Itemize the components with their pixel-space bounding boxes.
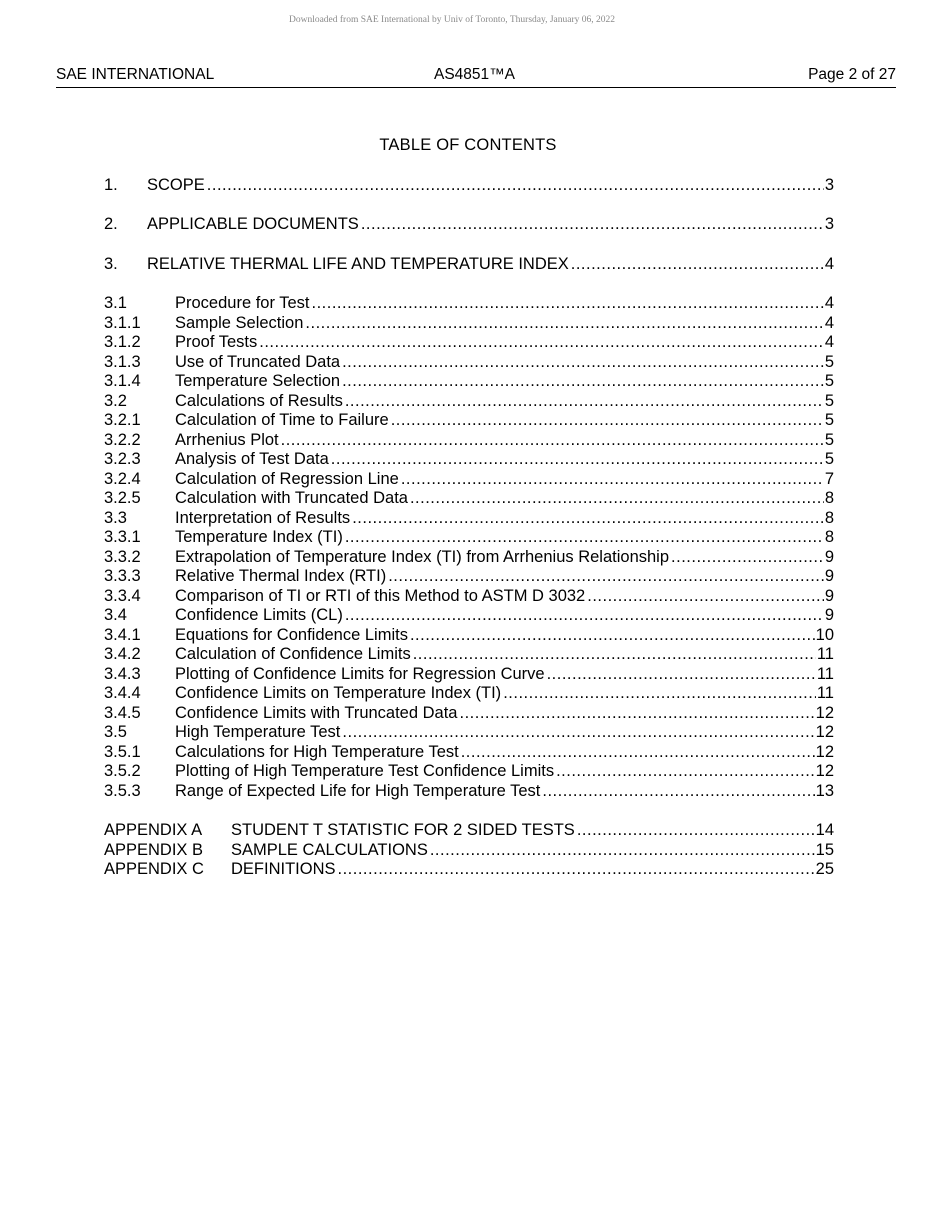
toc-entry-3-1-1[interactable] [104, 313, 834, 333]
toc-entry-page: 5 [824, 391, 834, 410]
toc-entry-3-1-3[interactable] [104, 352, 834, 372]
toc-entry-number: 3.2.1 [104, 411, 141, 429]
toc-entry-page: 3 [824, 215, 834, 233]
toc-entry-3-2-1[interactable] [104, 410, 834, 430]
toc-entry-3-5-1[interactable] [104, 742, 834, 762]
toc-entry-title: APPLICABLE DOCUMENTS [147, 215, 359, 233]
toc-entry-page: 12 [815, 742, 834, 761]
toc-dot-leader [345, 527, 824, 547]
toc-entry-3-2-5[interactable] [104, 488, 834, 508]
toc-dot-leader [388, 566, 824, 586]
toc-entry-page: 9 [824, 547, 834, 566]
toc-entry-page: 13 [815, 781, 834, 800]
toc-entry-title: Analysis of Test Data [175, 450, 329, 468]
toc-entry-page: 5 [824, 411, 834, 429]
toc-entry-page: 12 [815, 723, 834, 741]
toc-entry-number: 3.2.5 [104, 489, 141, 507]
toc-entry-number: 3. [104, 255, 118, 273]
toc-dot-leader [571, 254, 824, 274]
toc-entry-page: 4 [824, 294, 834, 312]
toc-entry-3-4-1[interactable] [104, 625, 834, 645]
toc-entry-number: 3.4 [104, 606, 127, 624]
toc-dot-leader [259, 332, 824, 352]
toc-dot-leader [671, 547, 824, 567]
toc-entry-title: Arrhenius Plot [175, 430, 279, 449]
toc-entry-title: Temperature Selection [175, 372, 341, 390]
toc-entry-number: 3.1 [104, 294, 127, 312]
toc-dot-leader [338, 859, 815, 879]
toc-entry-page: 9 [824, 606, 834, 624]
toc-entry-page: 5 [824, 450, 834, 468]
toc-entry-page: 8 [824, 508, 834, 527]
toc-entry-number: 3.5.3 [104, 781, 141, 800]
toc-entry-number: 3.3.3 [104, 567, 141, 585]
header-document-number: AS4851™A [434, 66, 515, 83]
toc-entry-appendix-a[interactable] [104, 820, 834, 840]
toc-entry-title: DEFINITIONS [231, 860, 336, 878]
toc-dot-leader [461, 742, 815, 762]
toc-dot-leader [345, 605, 824, 625]
toc-dot-leader [361, 214, 824, 234]
toc-entry-number: APPENDIX B [104, 840, 204, 859]
toc-entry-3-3-2[interactable] [104, 547, 834, 567]
toc-entry-3-3-1[interactable] [104, 527, 834, 547]
toc-entry-title: Calculation of Regression Line [175, 469, 399, 488]
toc-entry-3-5-2[interactable] [104, 761, 834, 781]
toc-dot-leader [401, 469, 824, 489]
toc-entry-page: 14 [815, 821, 834, 839]
toc-entry-title: Proof Tests [175, 333, 258, 351]
toc-entry-title: Confidence Limits on Temperature Index (TI) [175, 684, 502, 702]
toc-entry-number: APPENDIX A [104, 821, 203, 839]
toc-entry-number: 3.1.3 [104, 352, 141, 371]
toc-entry-3-2-2[interactable] [104, 430, 834, 450]
toc-entry-title: Calculation with Truncated Data [175, 489, 408, 507]
toc-entry-3-2-4[interactable] [104, 469, 834, 489]
toc-dot-leader [410, 625, 815, 645]
toc-entry-title: SCOPE [147, 176, 205, 194]
toc-entry-title: Comparison of TI or RTI of this Method to ASTM D 3032 [175, 586, 586, 605]
toc-entry-page: 5 [824, 352, 834, 371]
toc-entry-title: Plotting of Confidence Limits for Regression Curve [175, 664, 545, 683]
toc-entry-page: 11 [816, 664, 834, 683]
toc-entry-number: 3.4.1 [104, 625, 141, 644]
toc-entry-page: 10 [815, 625, 834, 644]
toc-dot-leader [312, 293, 824, 313]
toc-entry-page: 5 [824, 430, 834, 449]
toc-entry-number: 3.3.2 [104, 547, 141, 566]
toc-entry-page: 8 [824, 528, 834, 546]
toc-dot-leader [413, 644, 816, 664]
toc-entry-title: Confidence Limits (CL) [175, 606, 343, 624]
toc-entry-3-4[interactable] [104, 605, 834, 625]
toc-entry-title: Calculations for High Temperature Test [175, 742, 459, 761]
toc-entry-page: 11 [816, 684, 834, 702]
toc-entry-number: 3.1.2 [104, 333, 141, 351]
toc-entry-number: 3.3.4 [104, 586, 141, 605]
toc-entry-number: 1. [104, 176, 118, 194]
toc-entry-page: 4 [824, 333, 834, 351]
toc-entry-page: 8 [824, 489, 834, 507]
toc-entry-3-3-4[interactable] [104, 586, 834, 606]
toc-dot-leader [352, 508, 824, 528]
toc-entry-title: Confidence Limits with Truncated Data [175, 703, 458, 722]
toc-entry-3-4-5[interactable] [104, 703, 834, 723]
toc-entry-3-3-3[interactable] [104, 566, 834, 586]
header-page-number: Page 2 of 27 [808, 66, 896, 83]
toc-entry-title: Calculations of Results [175, 391, 343, 410]
toc-entry-number: 3.3 [104, 508, 127, 527]
toc-entry-3-1[interactable] [104, 293, 834, 313]
toc-entry-page: 7 [824, 469, 834, 488]
toc-entry-page: 25 [815, 860, 834, 878]
toc-dot-leader [587, 586, 824, 606]
toc-entry-1[interactable] [104, 175, 834, 195]
toc-entry-title: Extrapolation of Temperature Index (TI) from Arrhenius Relationship [175, 547, 670, 566]
toc-entry-number: 3.2.4 [104, 469, 141, 488]
toc-entry-number: 3.4.2 [104, 645, 141, 663]
toc-entry-title: SAMPLE CALCULATIONS [231, 840, 428, 859]
toc-entry-3-4-3[interactable] [104, 664, 834, 684]
toc-entry-title: Calculation of Time to Failure [175, 411, 389, 429]
toc-dot-leader [281, 430, 824, 450]
toc-entry-number: 3.1.4 [104, 372, 141, 390]
toc-dot-leader [556, 761, 815, 781]
toc-dot-leader [577, 820, 815, 840]
toc-entry-2[interactable] [104, 214, 834, 234]
toc-entry-3-4-4[interactable] [104, 683, 834, 703]
toc-entry-3-5[interactable] [104, 722, 834, 742]
toc-entry-title: Calculation of Confidence Limits [175, 645, 411, 663]
toc-entry-title: Interpretation of Results [175, 508, 351, 527]
toc-entry-appendix-c[interactable] [104, 859, 834, 879]
download-watermark-note: Downloaded from SAE International by Univ of Toronto, Thursday, January 06, 2022 [288, 15, 616, 25]
toc-title: TABLE OF CONTENTS [379, 136, 557, 154]
toc-entry-3-4-2[interactable] [104, 644, 834, 664]
toc-entry-title: High Temperature Test [175, 723, 341, 741]
toc-entry-title: Relative Thermal Index (RTI) [175, 567, 387, 585]
toc-entry-number: APPENDIX C [104, 860, 204, 878]
toc-entry-page: 4 [824, 255, 834, 273]
toc-dot-leader [342, 352, 824, 372]
toc-entry-number: 3.4.3 [104, 664, 141, 683]
toc-entry-title: Use of Truncated Data [175, 352, 341, 371]
toc-entry-number: 3.3.1 [104, 528, 141, 546]
toc-dot-leader [503, 683, 816, 703]
header-organization: SAE INTERNATIONAL [56, 66, 215, 83]
toc-entry-3-2-3[interactable] [104, 449, 834, 469]
toc-dot-leader [207, 175, 824, 195]
toc-dot-leader [342, 722, 814, 742]
toc-entry-number: 3.2.3 [104, 450, 141, 468]
toc-entry-title: RELATIVE THERMAL LIFE AND TEMPERATURE INDEX [147, 255, 569, 273]
toc-entry-number: 3.5.1 [104, 742, 141, 761]
toc-entry-3[interactable] [104, 254, 834, 274]
toc-dot-leader [410, 488, 824, 508]
toc-entry-3-5-3[interactable] [104, 781, 834, 801]
toc-dot-leader [430, 840, 815, 860]
toc-entry-title: STUDENT T STATISTIC FOR 2 SIDED TESTS [231, 821, 575, 839]
toc-entry-title: Equations for Confidence Limits [175, 625, 408, 644]
toc-dot-leader [345, 391, 824, 411]
toc-entry-number: 2. [104, 215, 118, 233]
toc-entry-title: Sample Selection [175, 313, 304, 332]
toc-entry-page: 5 [824, 372, 834, 390]
toc-entry-page: 15 [815, 840, 834, 859]
toc-entry-page: 9 [824, 567, 834, 585]
toc-entry-page: 12 [815, 703, 834, 722]
toc-entry-number: 3.5.2 [104, 762, 141, 780]
toc-entry-page: 11 [816, 645, 834, 663]
toc-entry-number: 3.5 [104, 723, 127, 741]
toc-entry-page: 9 [824, 586, 834, 605]
toc-entry-title: Temperature Index (TI) [175, 528, 343, 546]
toc-entry-number: 3.2.2 [104, 430, 141, 449]
toc-entry-3-3[interactable] [104, 508, 834, 528]
toc-dot-leader [391, 410, 824, 430]
toc-entry-title: Plotting of High Temperature Test Confidence Limits [175, 762, 555, 780]
toc-dot-leader [305, 313, 823, 333]
toc-entry-page: 12 [815, 762, 834, 780]
toc-entry-page: 4 [824, 313, 834, 332]
toc-entry-page: 3 [824, 176, 834, 194]
toc-dot-leader [459, 703, 814, 723]
toc-dot-leader [331, 449, 824, 469]
toc-dot-leader [547, 664, 816, 684]
toc-entry-title: Procedure for Test [175, 294, 310, 312]
toc-entry-3-1-4[interactable] [104, 371, 834, 391]
toc-dot-leader [542, 781, 814, 801]
toc-entry-appendix-b[interactable] [104, 840, 834, 860]
toc-entry-number: 3.2 [104, 391, 127, 410]
toc-entry-title: Range of Expected Life for High Temperature Test [175, 781, 541, 800]
toc-entry-3-2[interactable] [104, 391, 834, 411]
toc-entry-3-1-2[interactable] [104, 332, 834, 352]
toc-entry-number: 3.1.1 [104, 313, 141, 332]
toc-dot-leader [342, 371, 824, 391]
toc-entry-number: 3.4.4 [104, 684, 141, 702]
toc-entry-number: 3.4.5 [104, 703, 141, 722]
